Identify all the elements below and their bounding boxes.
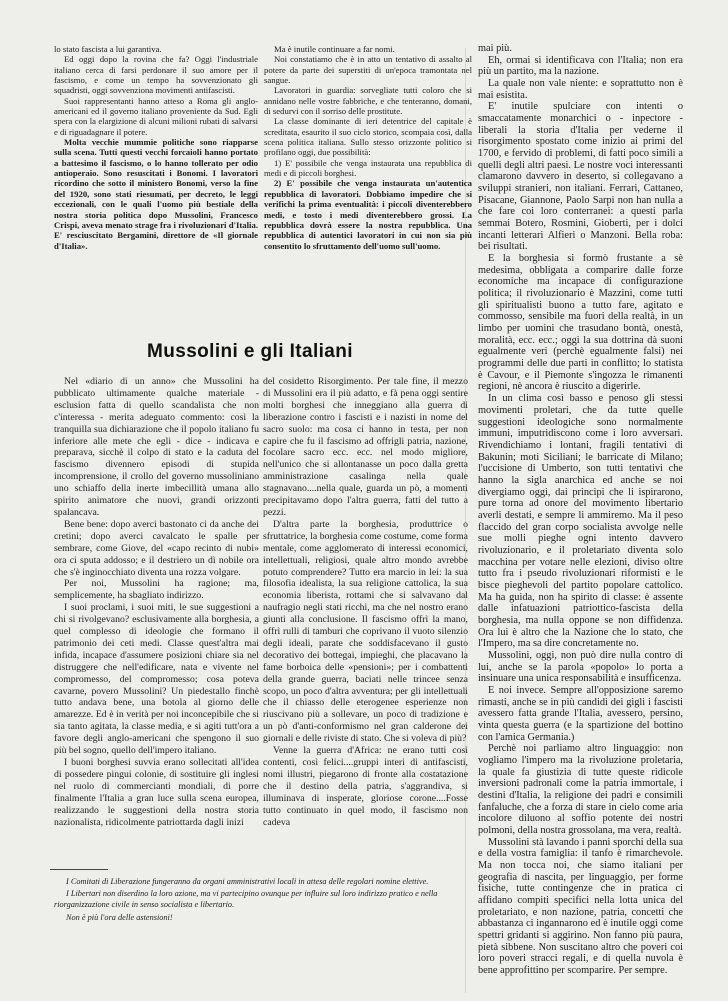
paragraph: Per noi, Mussolini ha ragione; ma, semplicemente, ha sbagliato indirizzo. <box>54 578 259 602</box>
top-middle-column <box>264 44 472 251</box>
footnotes <box>54 876 469 924</box>
paragraph: Mussolini, oggi, non può dire nulla contro di lui, anche se la parola «popolo» lo porta a insinuare una unica responsabilità e insufficenza. <box>478 649 683 685</box>
article-title: Mussolini e gli Italiani <box>147 341 353 362</box>
paragraph: Nel «diario di un anno» che Mussolini ha pubblicato ultimamente qualche materiale - esclusion fatta di quello scandalista che non c'interessa - merita adeguato commento: così la tranquilla sua dichiarazione che il popolo italiano fu inferiore alle mete che egli - dice - indicava e preparava, sicchè il colpo di stato e la caduta del fascismo divennero episodi di stupida incomprensione, il crollo del governo mussoliniano uno schiaffo della inerte imbecillità umana allo spirito animatore che nuovi, grandi orizzonti spalancava. <box>54 376 259 518</box>
paragraph: Eh, ormai si identificava con l'Italia; non era più un partito, ma la nazione. <box>478 54 683 78</box>
paragraph: La classe dominante di ieri detentrice del capitale è screditata, esaurito il suo ciclo storico, scompaia così, dalla scena politica italiana. Sullo stesso orizzonte politico si profilano oggi, due possibilità: <box>264 116 472 158</box>
paragraph: I buoni borghesi suvvia erano sollecitati all'idea di possedere pingui colonie, di sostituire gli inglesi nel ruolo di commercianti mondiali, di porre finalmente l'Italia a gran luce sulla scena europea, realizzando le suggestioni della nostra storia nazionalista, ridicolmente patriottarda dagli inizi <box>54 757 259 828</box>
top-left-column <box>54 44 258 251</box>
paragraph: I suoi proclami, i suoi miti, le sue suggestioni a chi si rivolgevano? esclusivamente alla borghesia, a quel complesso di ideologie che formano il patrimonio dei ceti medi. Classe quest'altra mai infida, incapace d'assumere posizioni chiare sia nel distruggere che nell'edificare, nata e vivente nel compromesso, del compromesso; cosa poteva cavarne, povero Mussolini? Un piedestallo finchè tutto andava bene, una botola al giorno delle amarezze. Ed è in verità per noi inconcepibile che si sia tanto agitata, la classe media, e si agiti tutt'ora a favore degli anglo-americani che spengono il suo più bel sogno, quello dell'impero italiano. <box>54 602 259 757</box>
footnote: I Comitati di Liberazione fungeranno da organi amministrativi locali in attesa delle regolari nomine elettive. <box>66 877 429 886</box>
paragraph: D'altra parte la borghesia, produttrice o sfruttatrice, la borghesia come costume, come forma mentale, come agglomerato di interessi economici, intellettuali, religiosi, quale altro mondo avrebbe potuto comprendere? Tutto era marcio in lei: la sua filosofia idealista, la sua religione cattolica, la sua economia liberista, rottami che si salvavano dal naufragio negli stati ricchi, ma che nel nostro erano giunti alla conclusione. Il fascismo offrì la mano, offrì rulli di tamburi che coprivano il vuoto silenzio degli ideali, parate che soddisfacevano il gusto decorativo dei bottegai, impieghi, che placavano la fame borboica delle «pensioni»; per i combattenti della grande guerra, baciati nelle trincee senza scopo, un poco d'altra avventura; per gli intellettuali che il chiasso delle eterogenee esperienze non riuscivano più a sollevare, un poco di tradizione e un pò d'anti-conformismo nel gran calderone dei giornali e delle riviste di stato. Che si voleva di più? <box>263 518 468 745</box>
paragraph: E' inutile spulciare con intenti o smaccatamente monarchici o - inpectore - liberali la storia d'Italia per vederne il risorgimento spostato come inizio ai primi del 1700, e fervido di problemi, di fatti poco simili a quelli degli altri paesi. Le nostre voci interessanti clamarono davvero in deserto, si collegavano a sviluppi stranieri, non italiani. Ferrari, Cattaneo, Pisacane, Giannone, Paolo Sarpi non han nulla a che fare coi loro conterranei: a questi parla semmai Botero, Rosmini, Gioberti, per i dolci incanti letterari Alfieri o Manzoni. Bella roba: bei risultati. <box>478 101 683 253</box>
paragraph: Bene bene: dopo averci bastonato ci da anche dei cretini; dopo averci cavalcato le spalle per sembrare, come Giove, del «capo recinto di nubi» ora ci sputa addosso; e il destriero un dì nobile ora che s'è inginocchiato diventa una rozza volgare. <box>54 518 259 578</box>
right-column <box>478 43 683 977</box>
paragraph: Ed oggi dopo la rovina che fa? Oggi l'industriale italiano cerca di farsi perdonare il suo amore per il fascismo, e come un tempo ha sovvenzionato gli squadristi, oggi sovvenziona movimenti antifascisti. <box>54 54 258 96</box>
paragraph: Suoi rappresentanti hanno atteso a Roma gli anglo-americani ed il governo italiano proveniente da Sud. Egli spera con la elargizione di alcuni milioni rubati di salvarsi e di riguadagnare il potere. <box>54 95 258 137</box>
paragraph: mai più. <box>478 43 512 54</box>
paragraph: Noi constatiamo che è in atto un tentativo di assalto al potere da parte dei superstiti di un'epoca tramontata nel sangue. <box>264 54 472 86</box>
paragraph: 2) E' possibile che venga instaurata un'autentica repubblica di lavoratori. Dobbiamo impedire che si verifichi la prima eventualità: i piccoli diventerebbero medi, e tosto i medi diventerebbero grossi. La repubblica dovrà essere la nostra repubblica. Una repubblica di autentici lavoratori in cui non sia più consentito lo sfruttamento dell'uomo sull'uomo. <box>264 178 472 251</box>
footnote-divider <box>50 869 108 870</box>
paragraph: La quale non vale niente: e soprattutto non è mai esistita. <box>478 78 683 101</box>
paragraph: Ma è inutile continuare a far nomi. <box>274 44 395 54</box>
paragraph: Venne la guerra d'Africa: ne erano tutti così contenti, così felici....gruppi interi di antifascisti, nomi illustri, piegarono di fronte alla costatazione che il destino della patria, s'aggrandiva, si illuminava di insperate, gloriose corone....Fosse tutto continuato in quel modo, il fascismo non cadeva <box>263 745 468 828</box>
paragraph: E noi invece. Sempre all'opposizione saremo rimasti, anche se in più candidi dei gigli i fascisti avessero fatta grande l'Italia, avessero, persino, vinta questa guerra (e la spartizione del bottino con l'amica Germania.) <box>478 684 683 743</box>
paragraph: E la borghesia si formò frustante a sè medesima, obbligata a comparire dalle forze economiche ma incapace di configurazione politica; il rivoluzionario è Mazzini, come tutti gli spiritualisti buono a tutto fare, agitato e commosso, sensibile ma fuori della realtà, in un limbo per uomini che trasudano bontà, onestà, moralità, ecc. ecc.; oggi la sua dottrina dà suoni egualmente veri (perchè egualmente falsi) nei programmi delle due parti in conflitto; lo statista è Cavour, e il Piemonte s'ingozza le rimanenti regioni, nè ancora è riuscito a digerirle. <box>478 253 683 393</box>
paragraph: Lavoratori in guardia: sorvegliate tutti coloro che si annidano nelle vostre fabbriche, e che tenteranno, domani, di sedurvi con il sorriso delle prostitute. <box>264 85 472 117</box>
middle-column <box>263 376 468 828</box>
left-column <box>54 376 259 828</box>
paragraph: del cosidetto Risorgimento. Per tale fine, il mezzo di Mussolini era il più adatto, e fà pena oggi sentire molti borghesi che inneggiano alla guerra di liberazione contro i fascisti e i nazisti in nome del sacro suolo: ma cosa ci hanno in testa, per non capire che fu il fascismo ad offrigli patria, nazione, focolare sacro ecc. ecc. nel modo migliore, nell'unico che si allontanasse un poco dalla gretta amministrazione casalinga nella quale stagnavano....nella quale, guarda un pò, a momenti precipitavamo dopo l'altra guerra, fatti del tutto a pezzi. <box>263 376 468 518</box>
paragraph: lo stato fascista a lui garantiva. <box>54 44 162 54</box>
paragraph: In un clima così basso e penoso gli stessi movimenti proletari, che da tutte quelle suggestioni ideologiche sono normalmente immuni, imputridiscono come i loro avversari. Rivendichiamo i lontani, fragili tentativi di Bakunin; moti Siciliani; le barricate di Milano; l'uccisione di Umberto, son tutti tentativi che hanno la sigla anarchica ed anche se noi divergiamo oggi, dai principi che li ispirarono, pure torna ad onore del movimento libertario averli destati, e sempre li ammiremo. Ma il peso flaccido del gran corpo socialista avvolge nelle sue molli pieghe ogni intento davvero rivoluzionario, e il proletariato diventa solo macchina per votare nelle elezioni, diviso oltre tutto fra i pseudo rivoluzionari riformisti e le bisce pieghevoli del partito popolare cattolico. Ma ha guida, non ha spirito di classe: è assente dalle infatuazioni patriottico-fascista della borghesia, ma nulla oppone se non diffidenza. Ora lui è altro che la Nazione che lo stato, che l'Impero, ma sa dire concretamente no. <box>478 393 683 650</box>
footnote: I Libertari non diserdino la loro azione, ma vi partecipino ovunque per influire sul loro indirizzo pratico e nella riorganizzazione civile in senso socialista e libertario. <box>54 889 438 910</box>
paragraph: Perchè noi parliamo altro linguaggio: non vogliamo l'impero ma la rivoluzione proletaria, la quale fa giustizia di tutte queste ridicole inversioni padronali come la patria immortale, i destini d'Italia, la religione dei padri e consimili fanfaluche, che a forza di stare in cielo come aria incolore diluono al soffio potente dei nostri polmoni, della nostra grossolana, ma vera, realtà. <box>478 743 683 837</box>
paragraph: Mussolini stà lavando i panni sporchi della sua e della vostra famiglia: il tanfo è rimarchevole. Ma non tocca noi, che siamo italiani per geografia di nascita, per linguaggio, per forme fisiche, tutte contingenze che in pratica ci affidano compiti specifici nella lotta unica del proletariato, e non nazione, patria, concetti che abbastanza ci ingannarono ed è inutile oggi come spettri gridanti si aggirino. Non fanno più paura, pietà sibbene. Non suscitano altro che poveri coi loro poveri stracci regali, e di quella nuvola è bene approfittino per scomparire. Per sempre. <box>478 836 683 977</box>
paragraph: 1) E' possibile che venga instaurata una repubblica di medi e di piccoli borghesi. <box>264 157 472 179</box>
footnote: Non è più l'ora delle astensioni! <box>66 912 173 922</box>
paragraph: Molta vecchie mummie politiche sono riapparse sulla scena. Tutti questi vecchi forcaioli hanno portato a battesimo il fascismo, o lo hanno tollerato per odio antioperaio. Sono resuscitati i Bonomi. I lavoratori ricordino che sotto il ministero Bonomi, verso la fine del 1920, sono stati riesumati, per decreto, le leggi eccezionali, con le quali l'uomo più bestiale della nostra storia politica dopo Mussolini, Francesco Crispi, aveva menato strage fra i rivoluzionari d'Italia. E' resciuscitato Bergamini, direttore de «Il giornale d'Italia». <box>54 137 258 251</box>
